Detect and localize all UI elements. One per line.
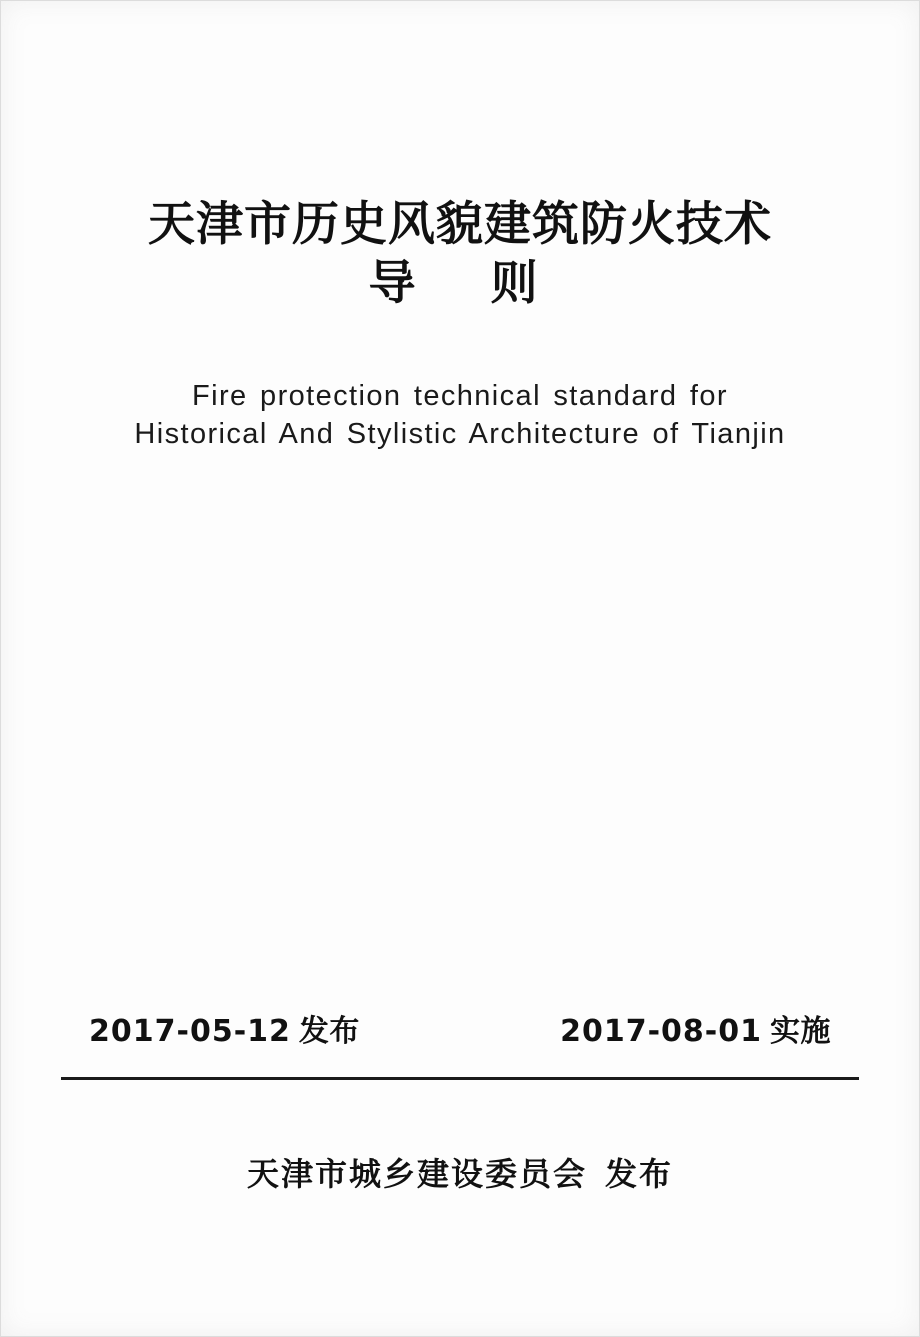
- effective-date-value: 2017-08-01: [560, 1014, 762, 1049]
- document-title-chinese-line-1: 天津市历史风貌建筑防火技术: [148, 197, 772, 252]
- dates-row: [61, 1006, 859, 1050]
- publisher-suffix: 发布: [605, 1155, 674, 1193]
- publisher-line: [1, 1149, 919, 1195]
- effective-date-label: 实施: [770, 1014, 831, 1049]
- document-subtitle-english-line-2: Historical And Stylistic Architecture of Tianjin: [134, 417, 786, 450]
- title-block: [1, 197, 919, 316]
- issue-date-value: 2017-05-12: [89, 1014, 291, 1049]
- issue-date-label: 发布: [298, 1014, 360, 1049]
- publisher-name: 天津市城乡建设委员会: [246, 1155, 587, 1193]
- issue-date: [89, 1006, 360, 1050]
- document-title-chinese-line-2: 导 则: [368, 256, 552, 312]
- document-subtitle-english-line-1: Fire protection technical standard for: [192, 379, 728, 412]
- subtitle-block: [1, 378, 919, 453]
- effective-date: [560, 1006, 831, 1050]
- horizontal-divider: [61, 1077, 859, 1080]
